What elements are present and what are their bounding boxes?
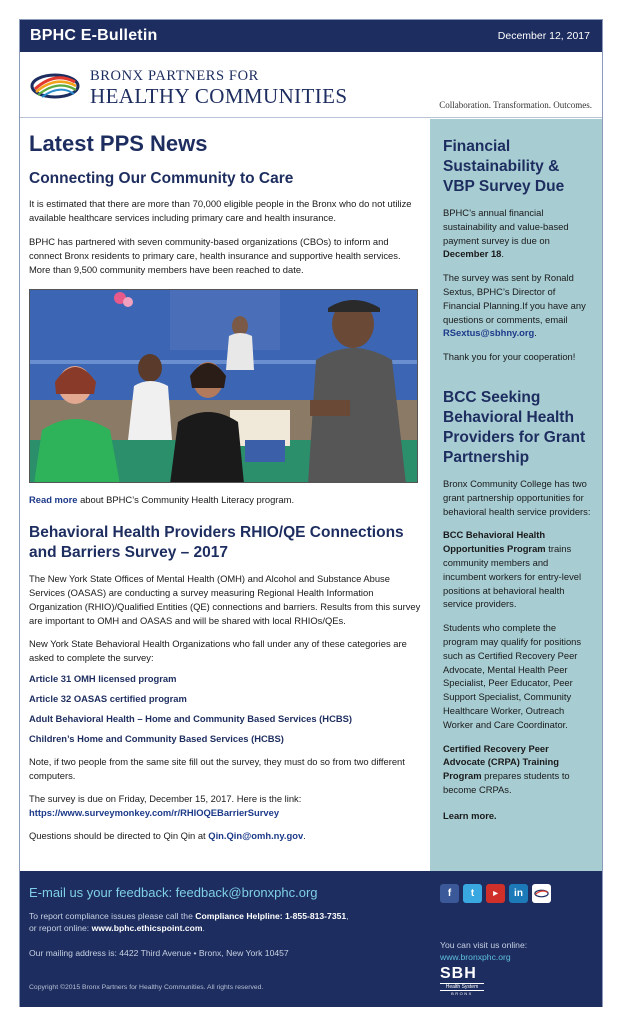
compliance-helpline: Compliance Helpline: 1-855-813-7351 (195, 911, 347, 921)
sidebar-s1-p3: Thank you for your cooperation! (443, 351, 576, 363)
sidebar (430, 119, 602, 871)
newsletter-frame (19, 19, 603, 1007)
article2-para2: New York State Behavioral Health Organizations who fall under any of these categories are asked to complete the survey: (29, 638, 407, 663)
copyright: Copyright ©2015 Bronx Partners for Healthy Communities. All rights reserved. (29, 984, 264, 991)
main-column (20, 119, 430, 871)
ethicspoint-link[interactable]: www.bphc.ethicspoint.com (91, 923, 203, 933)
top-bar (20, 20, 602, 52)
category-item: Article 32 OASAS certified program (29, 693, 187, 704)
sidebar-s2-title: BCC Seeking Behavioral Health Providers for Grant Partnership (443, 388, 586, 466)
s2-p4-bold: Certified Recovery Peer Advocate (CRPA) Training Program (443, 742, 559, 782)
compliance-line (29, 910, 349, 922)
community-outreach-photo (29, 289, 418, 483)
social-icons (440, 884, 551, 903)
sidebar-s1-p2 (443, 271, 592, 340)
questions-email-link[interactable]: Qin.Qin@omh.ny.gov (208, 830, 304, 841)
category-item: Article 31 OMH licensed program (29, 673, 177, 684)
website-link[interactable]: www.bronxphc.org (440, 952, 511, 962)
article2-due: The survey is due on Friday, December 15, 2017. Here is the link: (29, 793, 302, 804)
footer (20, 871, 602, 1007)
learn-more-link[interactable]: Learn more. (443, 809, 497, 821)
bulletin-date: December 12, 2017 (497, 30, 590, 42)
sbh-logo-subtitle: Health System (440, 983, 484, 991)
sidebar-s2-p4 (443, 742, 592, 797)
s2-p4-rest: prepares students to become CRPAs. (443, 770, 570, 795)
twitter-icon[interactable]: t (463, 884, 482, 903)
article1-para2: BPHC has partnered with seven community-based organizations (CBOs) to inform and connect Bronx residents to primary care, health insurance and supportive health services. More than 9,500 community members have been reached to date. (29, 236, 401, 275)
report-online-line (29, 922, 205, 934)
questions-text: Questions should be directed to Qin Qin at (29, 830, 209, 841)
facebook-icon[interactable]: f (440, 884, 459, 903)
bphc-icon[interactable] (532, 884, 551, 903)
sidebar-s2-p2 (443, 528, 592, 611)
online-pre: or report online: (29, 923, 92, 933)
sbh-logo-text: SBH (440, 965, 477, 982)
s1-p2-text: The survey was sent by Ronald Sextus, BPHC’s Director of Financial Planning.If you have any questions or comments, email (443, 272, 586, 325)
sbh-logo-location: BRONX (451, 991, 473, 996)
category-item: Children’s Home and Community Based Services (HCBS) (29, 733, 284, 744)
s1-p2-end: . (534, 327, 537, 339)
sbh-logo[interactable] (440, 966, 484, 996)
article2-para1: The New York State Offices of Mental Health (OMH) and Alcohol and Substance Abuse Services (OASAS) are conducting a survey measuring Regional Health Information Organization (RHIO)/Qualified Entities (QE) connections and barriers. Results from this survey are important to OMH and OASAS and will be shared with local RHIOs/QEs. (29, 573, 421, 626)
sidebar-s2-p1: Bronx Community College has two grant partnership opportunities for behavioral health service providers: (443, 477, 591, 517)
sidebar-s1-p1 (443, 206, 592, 261)
read-more-link[interactable]: Read more (29, 494, 78, 505)
brand-name-line2: HEALTHY COMMUNITIES (90, 84, 348, 108)
visit-online (440, 939, 527, 963)
section-heading: Latest PPS News (29, 131, 208, 156)
brand-name-line1: BRONX PARTNERS FOR (90, 68, 259, 84)
s2-p2-bold: BCC Behavioral Health Opportunities Program (443, 529, 546, 555)
survey-link[interactable]: https://www.surveymonkey.com/r/RHIOQEBarrierSurvey (29, 807, 280, 818)
s1-p1-bold: December 18 (443, 248, 502, 260)
article2-title: Behavioral Health Providers RHIO/QE Connections and Barriers Survey – 2017 (29, 524, 404, 561)
visit-text: You can visit us online: (440, 940, 528, 950)
read-more-line (29, 493, 422, 507)
bulletin-title: BPHC E-Bulletin (30, 27, 158, 44)
article1-title: Connecting Our Community to Care (29, 170, 294, 187)
bphc-logo-icon[interactable] (30, 69, 80, 103)
rsextus-email-link[interactable]: RSextus@sbhny.org (443, 327, 535, 339)
mailing-address: Our mailing address is: 4422 Third Avenue • Bronx, New York 10457 (29, 948, 289, 958)
sidebar-s1-title: Financial Sustainability & VBP Survey Due (443, 138, 565, 195)
youtube-icon[interactable]: ▶ (486, 884, 505, 903)
questions-line (29, 829, 422, 843)
questions-end: . (303, 830, 306, 841)
read-more-rest: about BPHC’s Community Health Literacy program. (77, 494, 295, 505)
article1-para1: It is estimated that there are more than 70,000 eligible people in the Bronx who do not utilize available healthcare services including primary care and health insurance. (29, 198, 412, 223)
category-item: Adult Behavioral Health – Home and Community Based Services (HCBS) (29, 713, 352, 724)
brand-header (20, 52, 602, 118)
s1-p1-text: BPHC’s annual financial sustainability and value-based payment survey is due on (443, 207, 569, 246)
online-end: . (202, 923, 205, 933)
linkedin-icon[interactable]: in (509, 884, 528, 903)
feedback-email-link[interactable]: E-mail us your feedback: feedback@bronxphc.org (29, 885, 318, 900)
sidebar-s2-p3: Students who complete the program may qualify for positions such as Certified Recovery Peer Advocate, Mental Health Peer Specialist, Peer Educator, Peer Support Specialist, Community Healthcare Worker, Outreach Worker and Care Coordinator. (443, 622, 582, 730)
article2-note: Note, if two people from the same site fill out the survey, they must do so from two different computers. (29, 756, 405, 781)
s1-p1-end: . (501, 248, 504, 260)
brand-tagline: Collaboration. Transformation. Outcomes. (439, 100, 592, 110)
s2-p2-rest: trains community members and incumbent workers for entry-level positions at behavioral health service providers. (443, 543, 582, 610)
compliance-pre: To report compliance issues please call the (29, 911, 196, 921)
compliance-end: , (346, 911, 349, 921)
